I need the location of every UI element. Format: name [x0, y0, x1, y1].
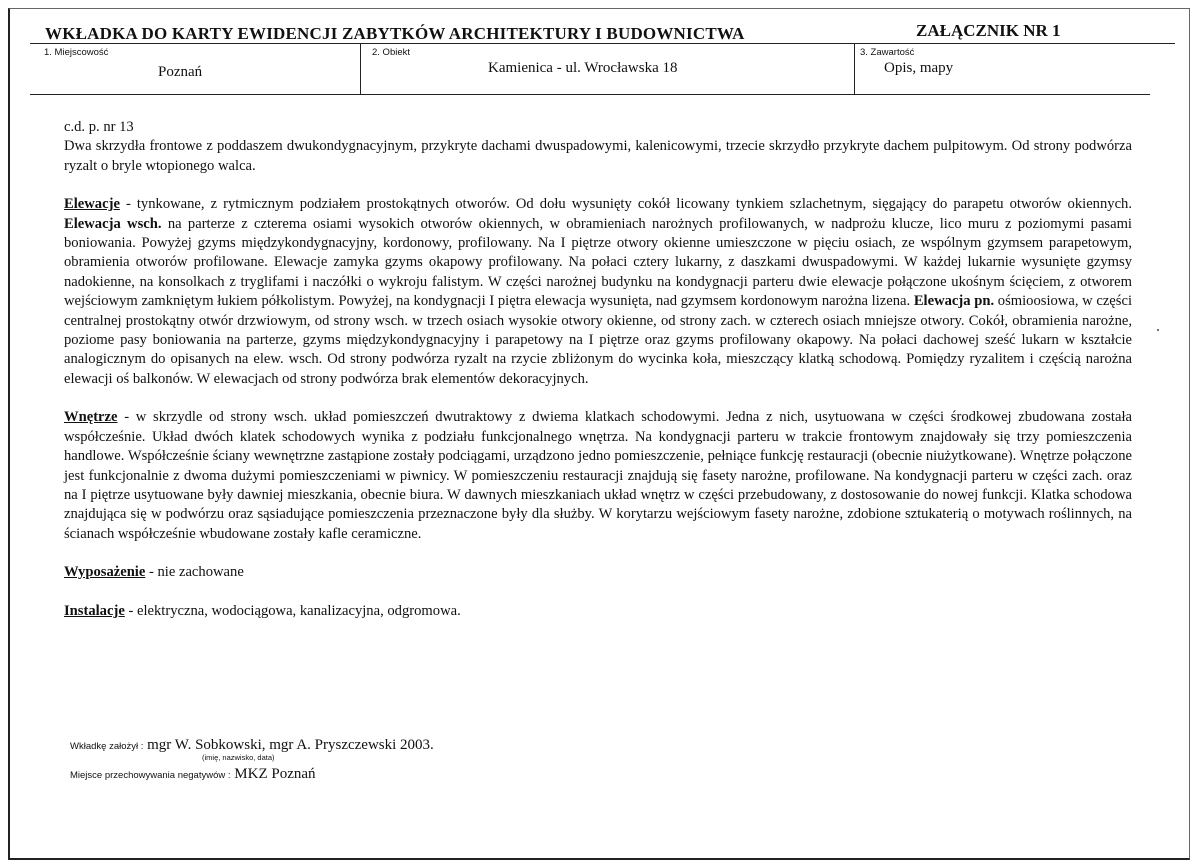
object-label: 2. Obiekt	[372, 47, 411, 58]
content-value: Opis, mapy	[884, 60, 954, 76]
negatives-line	[70, 766, 316, 783]
header-rule-bottom	[30, 94, 1150, 95]
installations-paragraph: Instalacje - elektryczna, wodociągowa, kanalizacyjna, odgromowa.	[64, 602, 461, 619]
interior-heading: Wnętrze	[64, 409, 118, 426]
north-elevation-heading: Elewacja pn.	[913, 293, 995, 310]
field-divider-2	[854, 43, 855, 94]
card-title: WKŁADKA DO KARTY EWIDENCJI ZABYTKÓW ARCHITEKTURY I BUDOWNICTWA	[45, 24, 745, 43]
founded-note: (imię, nazwisko, data)	[202, 753, 275, 762]
equipment-heading: Wyposażenie	[64, 564, 146, 581]
continued-note: c.d. p. nr 13	[64, 119, 134, 135]
scan-speck	[1157, 329, 1159, 331]
founded-line	[70, 737, 434, 754]
annex-number: ZAŁĄCZNIK NR 1	[916, 21, 1061, 40]
content-label: 3. Zawartość	[860, 47, 915, 58]
locality-value: Poznań	[158, 64, 203, 80]
header-rule-top	[30, 43, 1175, 44]
description-body	[64, 118, 1132, 621]
elevations-heading: Elewacje	[64, 196, 120, 213]
founded-value: mgr W. Sobkowski, mgr A. Pryszczewski 2003.	[143, 737, 434, 753]
elevations-paragraph: Elewacje - tynkowane, z rytmicznym podziałem prostokątnych otworów. Od dołu wysunięty cokół licowany tynkiem szlachetnym, sięgający do parapetu otworów okiennych. Elewacja wsch. na parterze z czterema osiami wysokich otworów okiennych, w obramieniach narożnych profilowanych, w nadprożu klucze, lico muru z poziomymi pasami boniowania. Powyżej gzyms międzykondygnacyjny, kordonowy, profilowany. Na I piętrze otwory okienne umieszczone w pięciu osiach, ze wspólnym gzymsem parapetowym, obramienia otworów profilowane. Elewacje zamyka gzyms okapowy profilowany. Na połaci cztery lukarny, z daszkami dwuspadowymi. W każdej lukarnie wysunięte gzymsy nadokienne, na konsolkach z tryglifami i naczółki o wykroju falistym. W części narożnej budynku na kondygnacji parteru dwie elewacje połączone ukośnym ścięciem, z otworem wejściowym zamkniętym łukiem półkolistym. Powyżej, na kondygnacji I piętra elewacja wysunięta, nad gzymsem kordonowym narożna lizena. Elewacja pn. ośmioosiowa, w części centralnej prostokątny otwór drzwiowym, od strony wsch. w trzech osiach wysokie otwory okienne, od strony zach. w czterech osiach mniejsze otwory. Cokół, obramienia narożne, poziome pasy boniowania na parterze, gzyms międzykondygnacyjny i parapetowy na I piętrze oraz gzyms profilowany okapowy. Na połaci dachowej sześć lukarn w kształcie analogicznym do opisanych na elew. wsch. Od strony podwórza ryzalt na rzycie zbliżonym do wycinka koła, mieszczący klatką schodową. Pomiędzy ryzalitem i częścią narożna elewacji oś balkonów. W elewacjach od strony podwórza brak elementów dekoracyjnych.	[64, 196, 1132, 387]
intro-paragraph: Dwa skrzydła frontowe z poddaszem dwukondygnacyjnym, przykryte dachami dwuspadowymi, kalenicowymi, trzecie skrzydło przykryte dachem pulpitowym. Od strony podwórza ryzalt o bryle wtopionego walca.	[64, 138, 1132, 174]
interior-paragraph: Wnętrze - w skrzydle od strony wsch. układ pomieszczeń dwutraktowy z dwiema klatkach schodowymi. Jedna z nich, usytuowana w części środkowej zbudowana została współcześnie. Układ dwóch klatek schodowych wynika z podziału funkcjonalnego wnętrza. Na kondygnacji parteru w trakcie frontowym znajdowały się trzy pomieszczenia handlowe. Współcześnie ściany wewnętrzne zastąpione zostały podciągami, urządzono jedno pomieszczenie, pełniące funkcję restauracji (obecnie niużytkowane). Wnętrze połączone jest funkcjonalnie z dwoma dużymi pomieszczeniami w piwnicy. W pomieszczeniu restauracji znajdują się fasety narożne, profilowane. Na kondygnacji parteru w części zach. oraz na I piętrze usytuowane były dawniej mieszkania, obecnie biura. W dawnych mieszkaniach układ wnętrz w części przebudowany, z dostosowanie do nowej funkcji. Klatka schodowa znajdująca się w podwórzu oraz sąsiadujące pomieszczenia przeznaczone były dla służby. W korytarzu wejściowym fasety narożne, zdobione sztukaterią o motywach roślinnych, na ścianach współcześnie wbudowane zostały kafle ceramiczne.	[64, 409, 1132, 542]
equipment-paragraph: Wyposażenie - nie zachowane	[64, 564, 244, 581]
installations-heading: Instalacje	[64, 602, 125, 619]
locality-label: 1. Miejscowość	[44, 47, 109, 58]
negatives-label: Miejsce przechowywania negatywów :	[70, 770, 231, 781]
field-divider-1	[360, 43, 361, 94]
negatives-value: MKZ Poznań	[230, 766, 316, 782]
object-value: Kamienica - ul. Wrocławska 18	[488, 60, 678, 76]
east-elevation-heading: Elewacja wsch.	[64, 215, 162, 232]
founded-label: Wkładkę założył :	[70, 741, 144, 752]
